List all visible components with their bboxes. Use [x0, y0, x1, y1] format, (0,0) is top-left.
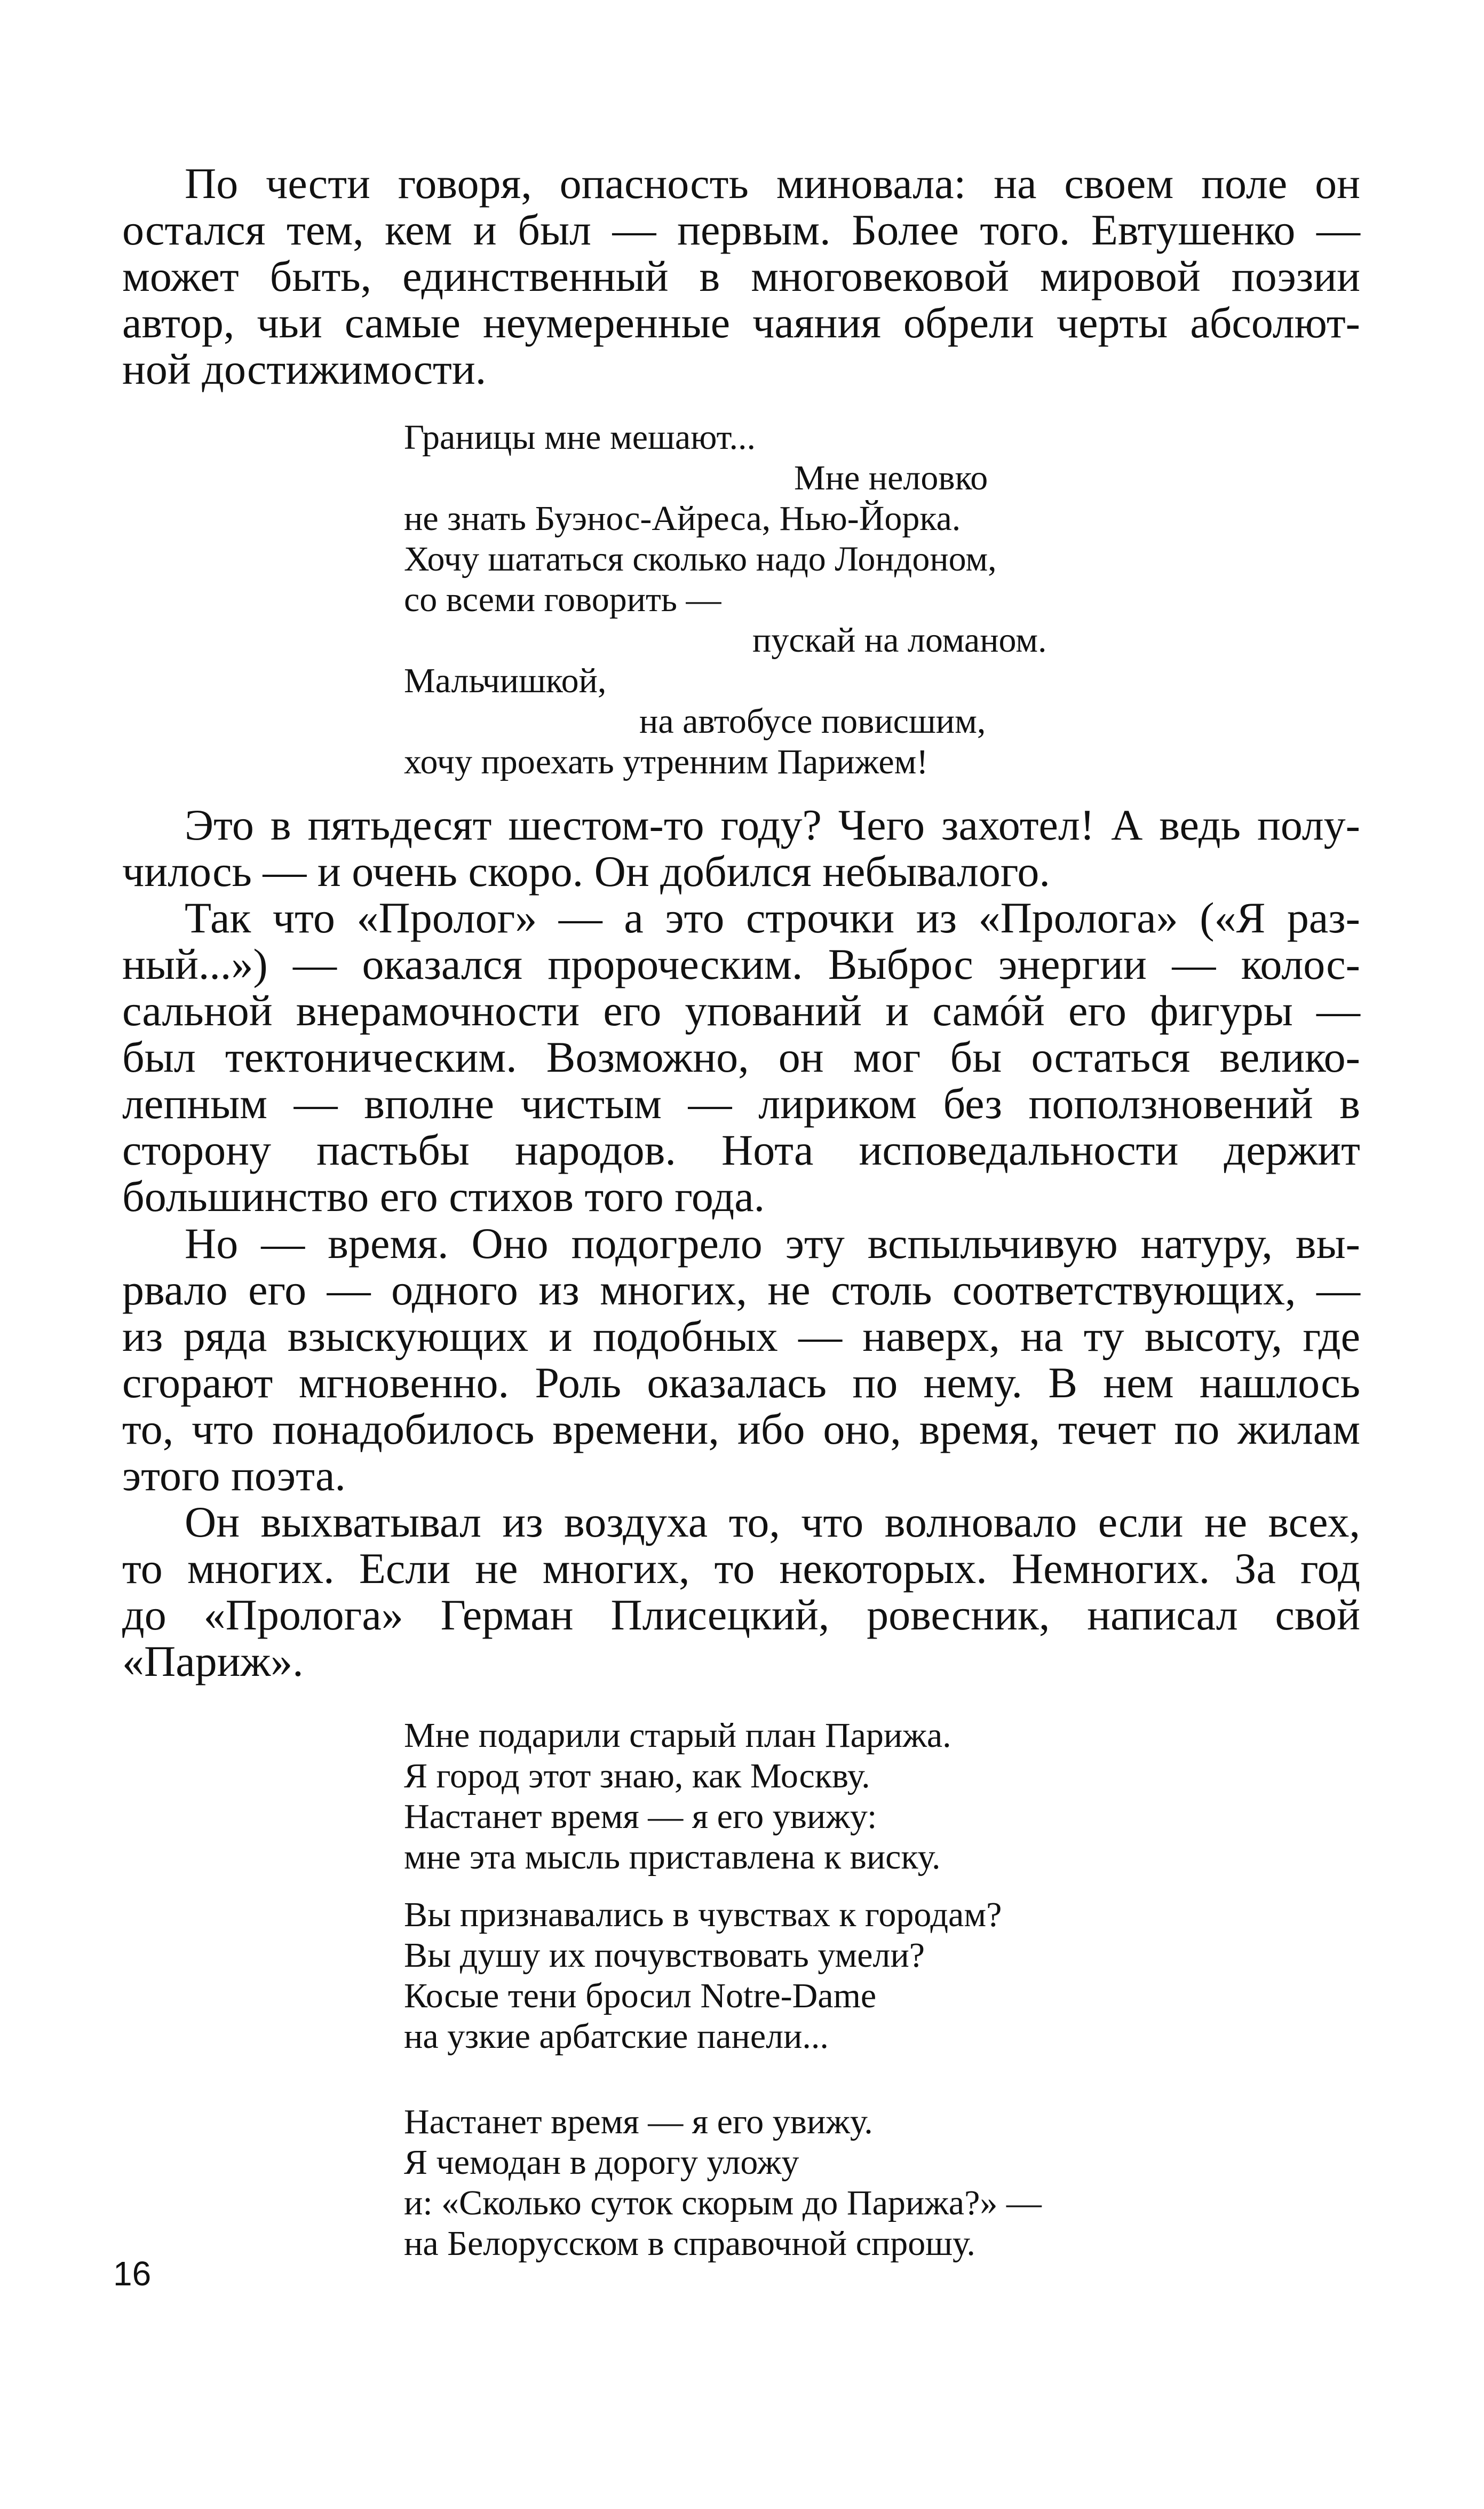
poem-1	[404, 417, 1047, 782]
verse-line: Вы душу их почувствовать умели?	[404, 1936, 925, 1975]
verse-line: на узкие арбатские панели...	[404, 2017, 829, 2056]
verse-line: Мне подарили старый план Парижа.	[404, 1716, 951, 1755]
verse-line: Вы признавались в чувствах к городам?	[404, 1895, 1002, 1934]
text-line: сальной внерамочности его упований и самóй его фигуры —	[122, 986, 1360, 1035]
poem-2-stanza-1	[404, 1715, 951, 1878]
verse-line: Я город этот знаю, как Москву.	[404, 1756, 870, 1795]
text-line: рвало его — одного из многих, не столь соответствующих, —	[122, 1265, 1360, 1314]
paragraph-5	[122, 1499, 1360, 1684]
text-line: автор, чьи самые неумеренные чаяния обрели черты абсолют-	[122, 298, 1360, 347]
text-line: Так что «Пролог» — а это строчки из «Пролога» («Я раз-	[185, 893, 1360, 942]
poem-2-stanza-3	[404, 2102, 1042, 2264]
text-line: то многих. Если не многих, то некоторых. Немногих. За год	[122, 1544, 1360, 1593]
text-line: чилось — и очень скоро. Он добился небывалого.	[122, 847, 1050, 896]
text-line: остался тем, кем и был — первым. Более того. Евтушенко —	[122, 205, 1360, 254]
verse-line: Косые тени бросил Notre-Dame	[404, 1976, 877, 2015]
text-line: из ряда взыскующих и подобных — наверх, на ту высоту, где	[122, 1312, 1360, 1360]
text-line: сгорают мгновенно. Роль оказалась по нему. В нем нашлось	[122, 1358, 1360, 1407]
text-line: большинство его стихов того года.	[122, 1172, 765, 1221]
verse-line: и: «Сколько суток скорым до Парижа?» —	[404, 2183, 1042, 2222]
text-line: может быть, единственный в многовековой мировой поэзии	[122, 252, 1360, 300]
verse-line: Границы мне мешают...	[404, 418, 756, 457]
text-line: этого поэта.	[122, 1451, 346, 1500]
verse-line: Настанет время — я его увижу:	[404, 1797, 877, 1836]
text-line: «Париж».	[122, 1637, 304, 1685]
text-line: сторону пастьбы народов. Нота исповедальности держит	[122, 1126, 1360, 1174]
verse-line: со всеми говорить —	[404, 580, 721, 619]
text-line: до «Пролога» Герман Плисецкий, ровесник, написал свой	[122, 1590, 1360, 1639]
text-line: ный...») — оказался пророческим. Выброс энергии — колос-	[122, 940, 1360, 988]
verse-line: на автобусе повисшим,	[639, 702, 986, 741]
verse-line: Мальчишкой,	[404, 661, 607, 700]
text-line: По чести говоря, опасность миновала: на своем поле он	[185, 159, 1360, 208]
verse-line: мне эта мысль приставлена к виску.	[404, 1838, 941, 1877]
verse-line: Я чемодан в дорогу уложу	[404, 2143, 799, 2182]
text-line: Он выхватывал из воздуха то, что волновало если не всех,	[185, 1498, 1360, 1546]
text-line: Но — время. Оно подогрело эту вспыльчивую натуру, вы-	[185, 1219, 1360, 1268]
verse-line: хочу проехать утренним Парижем!	[404, 742, 929, 781]
text-line: Это в пятьдесят шестом-то году? Чего захотел! А ведь полу-	[185, 801, 1360, 849]
text-line: был тектоническим. Возможно, он мог бы остаться велико-	[122, 1033, 1360, 1081]
page-number: 16	[113, 2254, 152, 2293]
poem-2-stanza-2	[404, 1895, 1002, 2057]
text-line: лепным — вполне чистым — лириком без поползновений в	[122, 1079, 1360, 1128]
verse-line: Настанет время — я его увижу.	[404, 2102, 873, 2141]
verse-line: не знать Буэнос-Айреса, Нью-Йорка.	[404, 499, 961, 538]
text-line: ной достижимости.	[122, 345, 487, 393]
paragraph-3	[122, 895, 1360, 1220]
verse-line: Мне неловко	[794, 458, 988, 497]
paragraph-4	[122, 1220, 1360, 1499]
verse-line: Хочу шататься сколько надо Лондоном,	[404, 540, 997, 579]
verse-line: на Белорусском в справочной спрошу.	[404, 2224, 975, 2263]
verse-line: пускай на ломаном.	[752, 621, 1047, 660]
text-line: то, что понадобилось времени, ибо оно, время, течет по жилам	[122, 1405, 1360, 1453]
paragraph-2	[122, 802, 1360, 895]
paragraph-1	[122, 160, 1360, 392]
